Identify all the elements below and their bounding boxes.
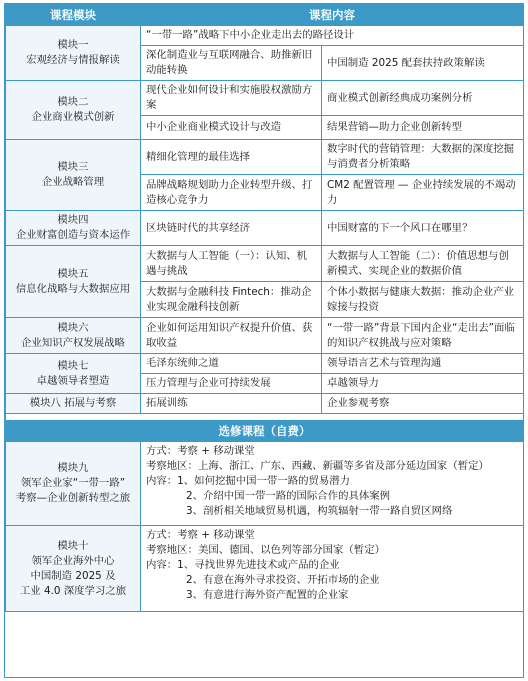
course-topic-left: 大数据与人工智能（一）：认知、机遇与挑战 [141,246,322,282]
elective-detail-line: 内容：1、寻找世界先进技术或产品的企业 [146,559,340,571]
course-topic-left: 深化制造业与互联网融合、助推新旧动能转换 [141,46,322,81]
course-topic-right: 个体小数据与健康大数据：推动企业产业嫁接与投资 [322,282,524,318]
table-row [6,26,524,46]
course-topic-right: 商业模式创新经典成功案例分析 [322,81,524,116]
course-topic-right: CM2 配置管理 — 企业持续发展的不竭动力 [322,175,524,211]
elective-detail-line: 2、有意在海外寻求投资、开拓市场的企业 [186,574,380,586]
course-topic-right: 企业参观考察 [322,394,524,414]
course-topic-right: 卓越领导力 [322,374,524,394]
table-header-row [6,5,524,26]
course-topic-left: 压力管理与企业可持续发展 [141,374,322,394]
course-topic-left: 精细化管理的最佳选择 [141,140,322,175]
course-topic-right: 中国制造 2025 配套扶持政策解读 [322,46,524,81]
elective-detail-line: 考察地区：美国、德国、以色列等部分国家（暂定） [146,544,385,556]
course-topic-left: 企业如何运用知识产权提升价值、获取收益 [141,318,322,354]
elective-detail-line: 方式：考察 + 移动课堂 [146,529,255,541]
table-row [6,318,524,354]
elective-details [141,442,524,526]
header-content: 课程内容 [141,5,524,26]
table-row [6,354,524,374]
module-name: 模块三 企业战略管理 [6,140,141,211]
module-name: 模块一 宏观经济与情报解读 [6,26,141,81]
module-name: 模块五 信息化战略与大数据应用 [6,246,141,318]
course-topic-left: 中小企业商业模式设计与改造 [141,116,322,140]
course-topic-right: “一带一路”背景下国内企业“走出去”面临的知识产权挑战与应对策略 [322,318,524,354]
course-topic-left: 拓展训练 [141,394,322,414]
module-name: 模块四 企业财富创造与资本运作 [6,211,141,246]
elective-courses [6,442,524,612]
table-row [6,81,524,116]
elective-module-name: 模块九 领军企业家“一带一路” 考察—企业创新转型之旅 [6,442,141,526]
elective-details [141,526,524,612]
elective-detail-line: 方式：考察 + 移动课堂 [146,445,255,457]
table-row [6,394,524,414]
module-name: 模块二 企业商业模式创新 [6,81,141,140]
course-topic-right: 数字时代的营销管理：大数据的深度挖掘与消费者分析策略 [322,140,524,175]
course-table-frame [4,3,524,678]
elective-detail-line: 内容：1、如何挖掘中国一带一路的贸易潜力 [146,475,351,487]
elective-header-row [6,421,524,442]
header-module: 课程模块 [6,5,141,26]
course-topic-right: 结果营销—助力企业创新转型 [322,116,524,140]
section-gap [6,414,524,421]
course-topic-right: 大数据与人工智能（二）：价值思想与创新模式、实现企业的数据价值 [322,246,524,282]
elective-row [6,526,524,612]
table-row [6,246,524,282]
course-topic: “一带一路”战略下中小企业走出去的路径设计 [141,26,524,46]
course-topic-left: 大数据与金融科技 Fintech：推动企业实现金融科技创新 [141,282,322,318]
elective-detail-line: 3、剖析相关地域贸易机遇，构筑辐射一带一路自贸区网络 [186,505,453,517]
elective-detail-line: 3、有意进行海外资产配置的企业家 [186,589,349,601]
elective-section [6,414,524,442]
module-name: 模块八 拓展与考察 [6,394,141,414]
module-name: 模块六 企业知识产权发展战略 [6,318,141,354]
table-row [6,211,524,246]
elective-row [6,442,524,526]
course-topic-right: 领导语言艺术与管理沟通 [322,354,524,374]
course-topic-left: 区块链时代的共享经济 [141,211,322,246]
elective-title: 选修课程（自费） [6,421,524,442]
elective-module-name: 模块十 领军企业海外中心 中国制造 2025 及 工业 4.0 深度学习之旅 [6,526,141,612]
elective-detail-line: 2、介绍中国一带一路的国际合作的具体案例 [186,490,391,502]
course-topic-left: 现代企业如何设计和实施股权激励方案 [141,81,322,116]
elective-detail-line: 考察地区：上海、浙江、广东、西藏、新疆等多省及部分延边国家（暂定） [146,460,489,472]
course-topic-left: 品牌战略规划助力企业转型升级、打造核心竞争力 [141,175,322,211]
core-courses [6,26,524,414]
course-topic-left: 毛泽东统帅之道 [141,354,322,374]
course-table [5,4,524,612]
course-topic-right: 中国财富的下一个风口在哪里？ [322,211,524,246]
table-row [6,140,524,175]
module-name: 模块七 卓越领导者塑造 [6,354,141,394]
